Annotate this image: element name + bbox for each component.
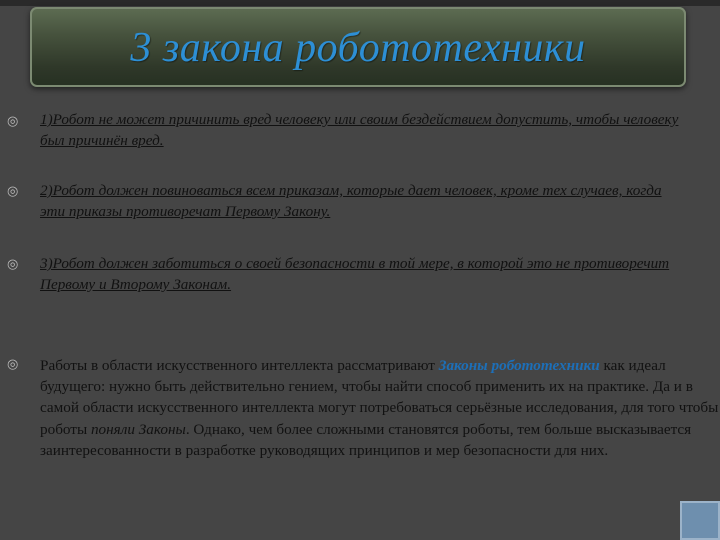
bullet-icon: ◎ bbox=[7, 257, 19, 272]
bullet-icon: ◎ bbox=[7, 114, 19, 129]
laws-highlight: Законы робототехники bbox=[438, 357, 600, 374]
corner-decoration bbox=[680, 501, 720, 540]
understood-laws-highlight: поняли Законы bbox=[90, 420, 186, 438]
bullet-icon: ◎ bbox=[7, 357, 19, 372]
bullet-icon: ◎ bbox=[7, 184, 19, 199]
body-paragraph bbox=[40, 355, 720, 461]
law-3: 3)Робот должен заботиться о своей безопасности в той мере, в которой это не противоречит Первому и Второму Законам. bbox=[40, 255, 670, 293]
top-bar bbox=[0, 0, 720, 6]
law-1: 1)Робот не может причинить вред человеку или своим бездействием допустить, чтобы человеку был причинён вред. bbox=[40, 111, 679, 149]
slide-title: 3 закона робототехники bbox=[130, 25, 586, 71]
paragraph-text: . Однако, чем более сложными становятся роботы, тем больше высказывается заинтересованности в разработке руководящих принципов и мер безопасности для них. bbox=[40, 420, 692, 459]
paragraph-text: Работы в области искусственного интеллекта рассматривают bbox=[40, 357, 439, 374]
law-2: 2)Робот должен повиноваться всем приказам, которые дает человек, кроме тех случаев, когда эти приказы противоречат Первому Закону. bbox=[40, 182, 662, 220]
title-box bbox=[30, 7, 686, 87]
paragraph-text: как идеал будущего: нужно быть действительно гением, чтобы найти способ применить их на практике. Да и в самой области искусственного интеллекта могут потребоваться серьёзные исследования, для того чтобы роботы bbox=[40, 357, 719, 438]
